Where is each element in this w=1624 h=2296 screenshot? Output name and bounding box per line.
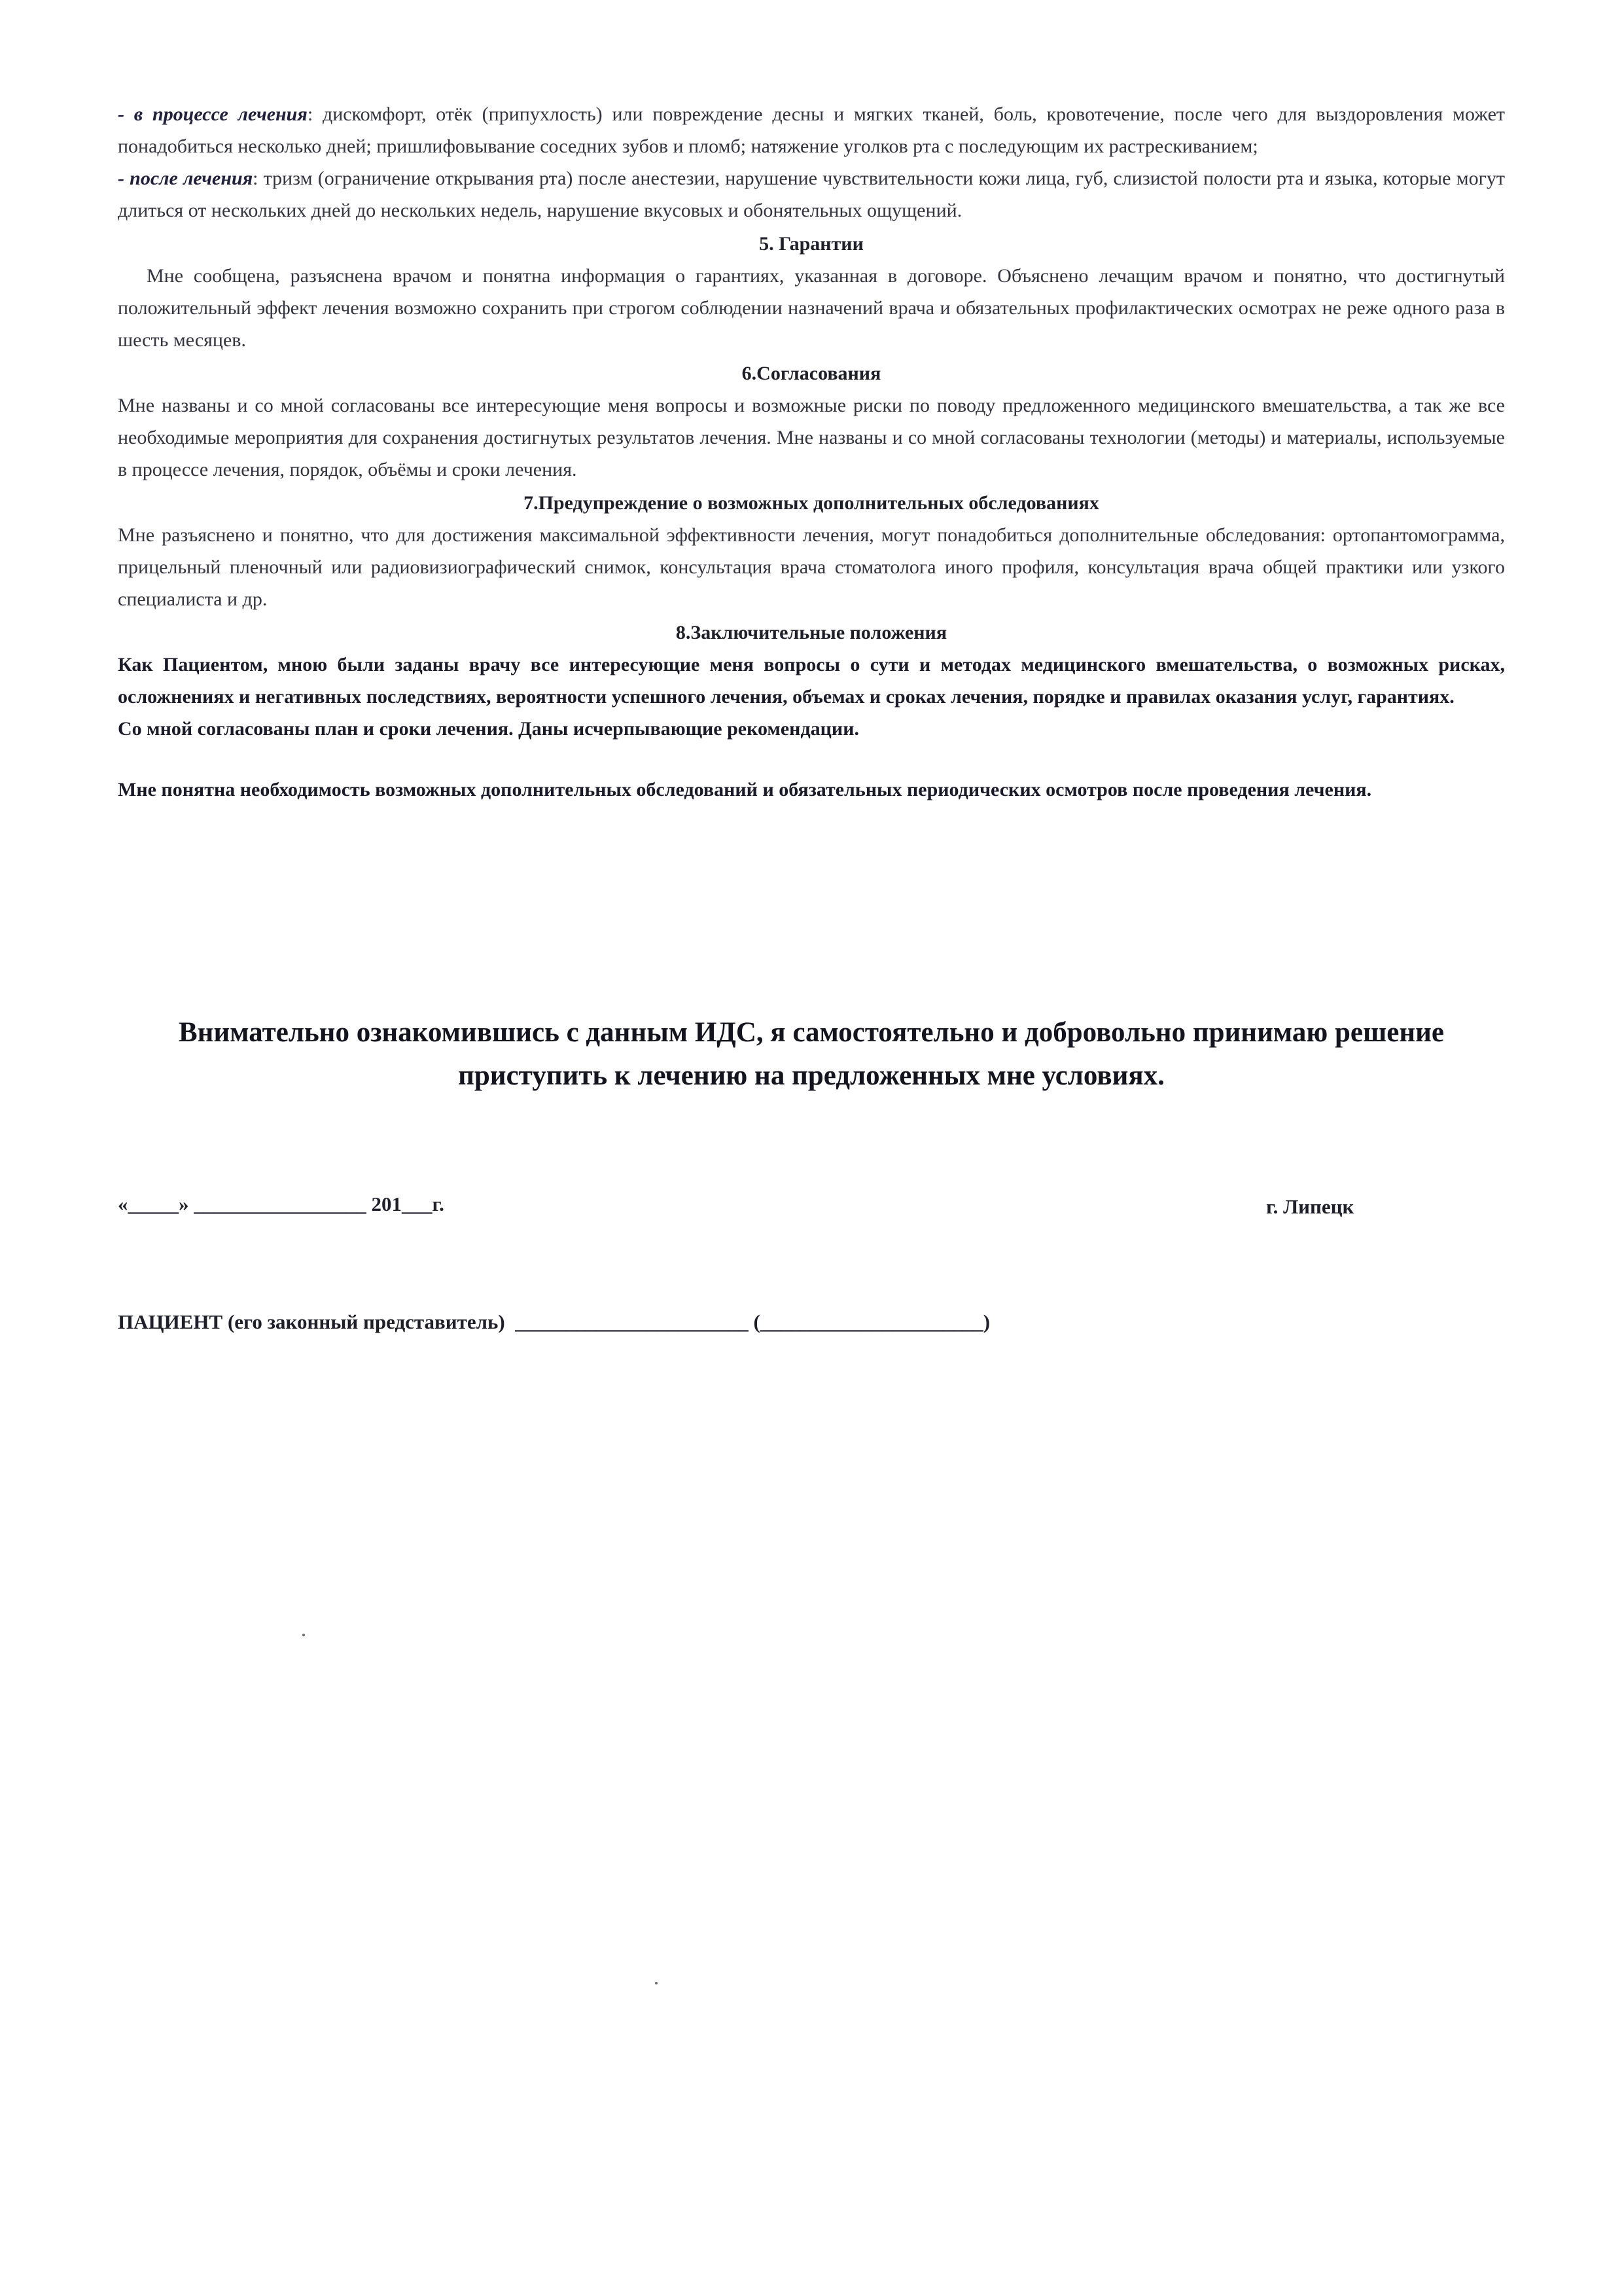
patient-signature-line <box>118 1310 990 1334</box>
risk-during-lead: - в процессе лечения <box>118 103 308 125</box>
section-5-title: 5. Гарантии <box>759 233 864 255</box>
city-label: г. Липецк <box>1266 1195 1354 1218</box>
section-8-para-3: Мне понятна необходимость возможных дополнительных обследований и обязательных периодических осмотров после проведения лечения. <box>118 779 1372 800</box>
section-8-para-2: Со мной согласованы план и сроки лечения. Даны исчерпывающие рекомендации. <box>118 718 859 740</box>
section-5-text: Мне сообщена, разъяснена врачом и понятна информация о гарантиях, указанная в договоре. Объяснено лечащим врачом и понятно, что достигнутый положительный эффект лечения возможно сохранить при строгом соблюдении назначений врача и обязательных профилактических осмотрах не реже одного раза в шесть месяцев. <box>118 265 1505 351</box>
section-7-text: Мне разъяснено и понятно, что для достижения максимальной эффективности лечения, могут понадобиться дополнительные обследования: ортопантомограмма, прицельный пленочный или радиовизиографический снимок, консультация врача стоматолога иного профиля, консультация врача общей практики или узкого специалиста и др. <box>118 524 1505 610</box>
section-6-title: 6.Согласования <box>741 363 881 384</box>
section-7-title: 7.Предупреждение о возможных дополнительных обследованиях <box>523 492 1099 514</box>
patient-signature-blanks: _______________________ (______________________) <box>515 1310 991 1333</box>
section-8-para-1: Как Пациентом, мною были заданы врачу все интересующие меня вопросы о сути и методах медицинского вмешательства, о возможных рисках, осложнениях и негативных последствиях, вероятности успешного лечения, объемах и сроках лечения, порядке и правилах оказания услуг, гарантиях. <box>118 654 1505 708</box>
risk-after-text: : тризм (ограничение открывания рта) после анестезии, нарушение чувствительности кожи лица, губ, слизистой полости рта и языка, которые могут длиться от нескольких дней до нескольких недель, нарушение вкусовых и обонятельных ощущений. <box>118 168 1506 221</box>
scan-speck <box>655 1982 658 1984</box>
risk-during-treatment <box>118 98 1505 162</box>
patient-label: ПАЦИЕНТ (его законный представитель) <box>118 1310 505 1333</box>
document-body <box>118 98 1505 806</box>
risk-during-text: : дискомфорт, отёк (припухлость) или повреждение десны и мягких тканей, боль, кровотечение, после чего для выздоровления может понадобиться несколько дней; пришлифовывание соседних зубов и пломб; натяжение уголков рта с последующим их растрескиванием; <box>118 103 1505 157</box>
risk-after-lead: - после лечения <box>118 168 253 189</box>
section-6-text: Мне названы и со мной согласованы все интересующие меня вопросы и возможные риски по поводу предложенного медицинского вмешательства, а так же все необходимые мероприятия для сохранения достигнутых результатов лечения. Мне названы и со мной согласованы технологии (методы) и материалы, используемые в процессе лечения, порядок, объёмы и сроки лечения. <box>118 395 1505 480</box>
final-consent-statement: Внимательно ознакомившись с данным ИДС, я самостоятельно и добровольно принимаю решение приступить к лечению на предложенных мне условиях. <box>179 1017 1444 1091</box>
scan-speck <box>302 1634 305 1636</box>
date-field: «_____» _________________ 201___г. <box>118 1193 444 1215</box>
risk-after-treatment <box>118 162 1505 226</box>
spacer <box>118 745 1505 774</box>
section-8-title: 8.Заключительные положения <box>675 622 947 643</box>
